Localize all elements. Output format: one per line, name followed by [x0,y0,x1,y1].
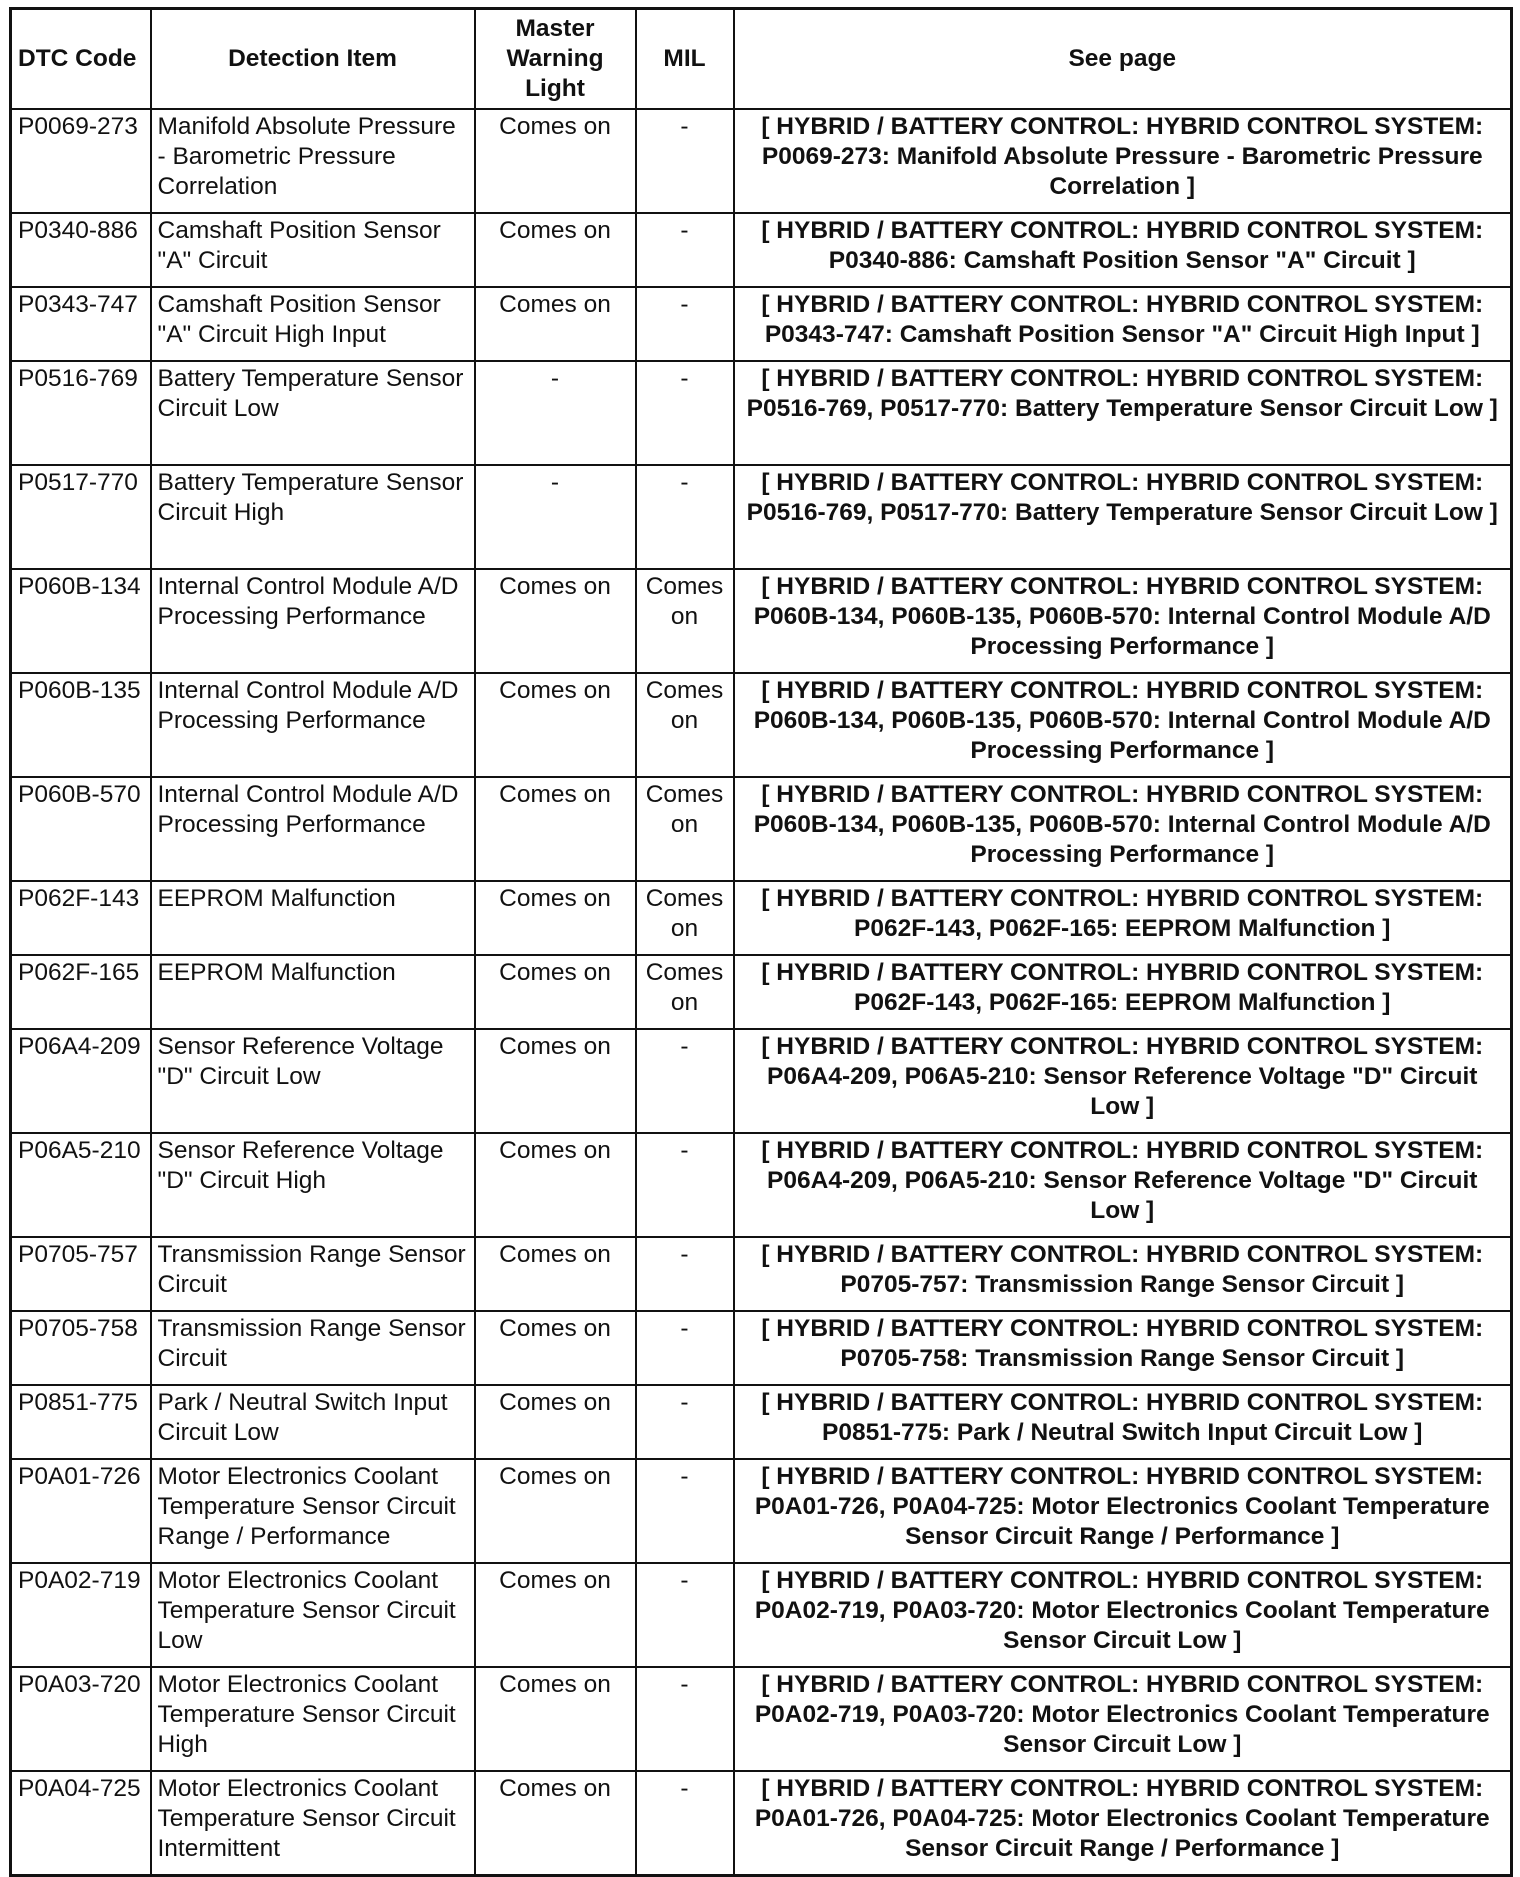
table-row [11,287,1512,361]
mil-cell: - [636,287,734,361]
detection-item-cell: Park / Neutral Switch Input Circuit Low [151,1385,475,1459]
mil-cell: - [636,1385,734,1459]
dtc-code-cell: P0517-770 [11,465,151,569]
detection-item-cell: Internal Control Module A/D Processing Performance [151,777,475,881]
table-body [11,109,1512,1876]
dtc-code-cell: P0A04-725 [11,1771,151,1876]
dtc-code-cell: P062F-143 [11,881,151,955]
detection-item-cell: Battery Temperature Sensor Circuit High [151,465,475,569]
detection-item-cell: Camshaft Position Sensor "A" Circuit [151,213,475,287]
master-warning-light-cell: Comes on [475,287,636,361]
detection-item-cell: Transmission Range Sensor Circuit [151,1311,475,1385]
detection-item-cell: Internal Control Module A/D Processing Performance [151,569,475,673]
dtc-table [9,7,1513,1877]
see-page-link[interactable]: [ HYBRID / BATTERY CONTROL: HYBRID CONTROL SYSTEM: P0340-886: Camshaft Position Sensor "A" Circuit ] [734,213,1512,287]
master-warning-light-cell: Comes on [475,213,636,287]
table-row [11,1029,1512,1133]
see-page-link[interactable]: [ HYBRID / BATTERY CONTROL: HYBRID CONTROL SYSTEM: P060B-134, P060B-135, P060B-570: Internal Control Module A/D Processing Performance ] [734,777,1512,881]
mil-cell: - [636,213,734,287]
header-row [11,9,1512,110]
see-page-link[interactable]: [ HYBRID / BATTERY CONTROL: HYBRID CONTROL SYSTEM: P062F-143, P062F-165: EEPROM Malfunction ] [734,955,1512,1029]
table-row [11,569,1512,673]
mil-cell: Comes on [636,777,734,881]
see-page-link[interactable]: [ HYBRID / BATTERY CONTROL: HYBRID CONTROL SYSTEM: P0A01-726, P0A04-725: Motor Electronics Coolant Temperature Sensor Circuit Range / Performance ] [734,1771,1512,1876]
mil-cell: - [636,1311,734,1385]
table-row [11,1133,1512,1237]
see-page-link[interactable]: [ HYBRID / BATTERY CONTROL: HYBRID CONTROL SYSTEM: P0516-769, P0517-770: Battery Temperature Sensor Circuit Low ] [734,465,1512,569]
master-warning-light-cell: Comes on [475,109,636,213]
dtc-code-cell: P0A01-726 [11,1459,151,1563]
see-page-link[interactable]: [ HYBRID / BATTERY CONTROL: HYBRID CONTROL SYSTEM: P0516-769, P0517-770: Battery Temperature Sensor Circuit Low ] [734,361,1512,465]
table-row [11,213,1512,287]
header-detection-item: Detection Item [151,9,475,110]
master-warning-light-cell: Comes on [475,955,636,1029]
table-row [11,1237,1512,1311]
table-row [11,1667,1512,1771]
dtc-code-cell: P0851-775 [11,1385,151,1459]
see-page-link[interactable]: [ HYBRID / BATTERY CONTROL: HYBRID CONTROL SYSTEM: P0A02-719, P0A03-720: Motor Electronics Coolant Temperature Sensor Circuit Low ] [734,1563,1512,1667]
master-warning-light-cell: Comes on [475,1133,636,1237]
master-warning-light-cell: Comes on [475,1311,636,1385]
see-page-link[interactable]: [ HYBRID / BATTERY CONTROL: HYBRID CONTROL SYSTEM: P0A02-719, P0A03-720: Motor Electronics Coolant Temperature Sensor Circuit Low ] [734,1667,1512,1771]
header-see-page: See page [734,9,1512,110]
dtc-code-cell: P0343-747 [11,287,151,361]
mil-cell: - [636,1133,734,1237]
table-row [11,673,1512,777]
mil-cell: - [636,1667,734,1771]
see-page-link[interactable]: [ HYBRID / BATTERY CONTROL: HYBRID CONTROL SYSTEM: P0A01-726, P0A04-725: Motor Electronics Coolant Temperature Sensor Circuit Range / Performance ] [734,1459,1512,1563]
master-warning-light-cell: Comes on [475,569,636,673]
master-warning-light-cell: Comes on [475,1237,636,1311]
detection-item-cell: Camshaft Position Sensor "A" Circuit High Input [151,287,475,361]
dtc-code-cell: P060B-570 [11,777,151,881]
mil-cell: - [636,1563,734,1667]
dtc-code-cell: P0A02-719 [11,1563,151,1667]
master-warning-light-cell: - [475,361,636,465]
mil-cell: - [636,361,734,465]
mil-cell: - [636,109,734,213]
dtc-code-cell: P0705-757 [11,1237,151,1311]
dtc-code-cell: P0A03-720 [11,1667,151,1771]
mil-cell: Comes on [636,881,734,955]
see-page-link[interactable]: [ HYBRID / BATTERY CONTROL: HYBRID CONTROL SYSTEM: P060B-134, P060B-135, P060B-570: Internal Control Module A/D Processing Performance ] [734,569,1512,673]
dtc-code-cell: P060B-135 [11,673,151,777]
detection-item-cell: Motor Electronics Coolant Temperature Sensor Circuit Intermittent [151,1771,475,1876]
master-warning-light-cell: Comes on [475,1771,636,1876]
mil-cell: - [636,1459,734,1563]
dtc-code-cell: P06A5-210 [11,1133,151,1237]
dtc-code-cell: P0340-886 [11,213,151,287]
table-row [11,881,1512,955]
mil-cell: - [636,1237,734,1311]
header-mil: MIL [636,9,734,110]
dtc-code-cell: P0516-769 [11,361,151,465]
master-warning-light-cell: Comes on [475,1029,636,1133]
see-page-link[interactable]: [ HYBRID / BATTERY CONTROL: HYBRID CONTROL SYSTEM: P060B-134, P060B-135, P060B-570: Internal Control Module A/D Processing Performance ] [734,673,1512,777]
see-page-link[interactable]: [ HYBRID / BATTERY CONTROL: HYBRID CONTROL SYSTEM: P0851-775: Park / Neutral Switch Input Circuit Low ] [734,1385,1512,1459]
dtc-code-cell: P062F-165 [11,955,151,1029]
master-warning-light-cell: Comes on [475,881,636,955]
master-warning-light-cell: Comes on [475,1385,636,1459]
see-page-link[interactable]: [ HYBRID / BATTERY CONTROL: HYBRID CONTROL SYSTEM: P0705-758: Transmission Range Sensor Circuit ] [734,1311,1512,1385]
master-warning-light-cell: Comes on [475,777,636,881]
mil-cell: - [636,1771,734,1876]
detection-item-cell: EEPROM Malfunction [151,955,475,1029]
table-row [11,777,1512,881]
detection-item-cell: Internal Control Module A/D Processing Performance [151,673,475,777]
detection-item-cell: Motor Electronics Coolant Temperature Sensor Circuit High [151,1667,475,1771]
table-row [11,1771,1512,1876]
see-page-link[interactable]: [ HYBRID / BATTERY CONTROL: HYBRID CONTROL SYSTEM: P0705-757: Transmission Range Sensor Circuit ] [734,1237,1512,1311]
table-row [11,1311,1512,1385]
dtc-code-cell: P06A4-209 [11,1029,151,1133]
table-row [11,109,1512,213]
table-row [11,1385,1512,1459]
table-row [11,465,1512,569]
table-row [11,1459,1512,1563]
see-page-link[interactable]: [ HYBRID / BATTERY CONTROL: HYBRID CONTROL SYSTEM: P0069-273: Manifold Absolute Pressure - Barometric Pressure Correlation ] [734,109,1512,213]
detection-item-cell: EEPROM Malfunction [151,881,475,955]
see-page-link[interactable]: [ HYBRID / BATTERY CONTROL: HYBRID CONTROL SYSTEM: P06A4-209, P06A5-210: Sensor Reference Voltage "D" Circuit Low ] [734,1029,1512,1133]
see-page-link[interactable]: [ HYBRID / BATTERY CONTROL: HYBRID CONTROL SYSTEM: P062F-143, P062F-165: EEPROM Malfunction ] [734,881,1512,955]
detection-item-cell: Transmission Range Sensor Circuit [151,1237,475,1311]
see-page-link[interactable]: [ HYBRID / BATTERY CONTROL: HYBRID CONTROL SYSTEM: P06A4-209, P06A5-210: Sensor Reference Voltage "D" Circuit Low ] [734,1133,1512,1237]
detection-item-cell: Sensor Reference Voltage "D" Circuit High [151,1133,475,1237]
table-row [11,955,1512,1029]
mil-cell: Comes on [636,955,734,1029]
dtc-code-cell: P0705-758 [11,1311,151,1385]
dtc-code-cell: P060B-134 [11,569,151,673]
master-warning-light-cell: Comes on [475,1459,636,1563]
table-header [11,9,1512,110]
detection-item-cell: Sensor Reference Voltage "D" Circuit Low [151,1029,475,1133]
mil-cell: - [636,1029,734,1133]
detection-item-cell: Motor Electronics Coolant Temperature Sensor Circuit Range / Performance [151,1459,475,1563]
dtc-code-cell: P0069-273 [11,109,151,213]
detection-item-cell: Motor Electronics Coolant Temperature Sensor Circuit Low [151,1563,475,1667]
master-warning-light-cell: - [475,465,636,569]
mil-cell: - [636,465,734,569]
table-row [11,1563,1512,1667]
master-warning-light-cell: Comes on [475,673,636,777]
see-page-link[interactable]: [ HYBRID / BATTERY CONTROL: HYBRID CONTROL SYSTEM: P0343-747: Camshaft Position Sensor "A" Circuit High Input ] [734,287,1512,361]
table-row [11,361,1512,465]
detection-item-cell: Battery Temperature Sensor Circuit Low [151,361,475,465]
mil-cell: Comes on [636,569,734,673]
mil-cell: Comes on [636,673,734,777]
master-warning-light-cell: Comes on [475,1667,636,1771]
header-dtc-code: DTC Code [11,9,151,110]
header-master-warning-light: Master Warning Light [475,9,636,110]
detection-item-cell: Manifold Absolute Pressure - Barometric Pressure Correlation [151,109,475,213]
master-warning-light-cell: Comes on [475,1563,636,1667]
